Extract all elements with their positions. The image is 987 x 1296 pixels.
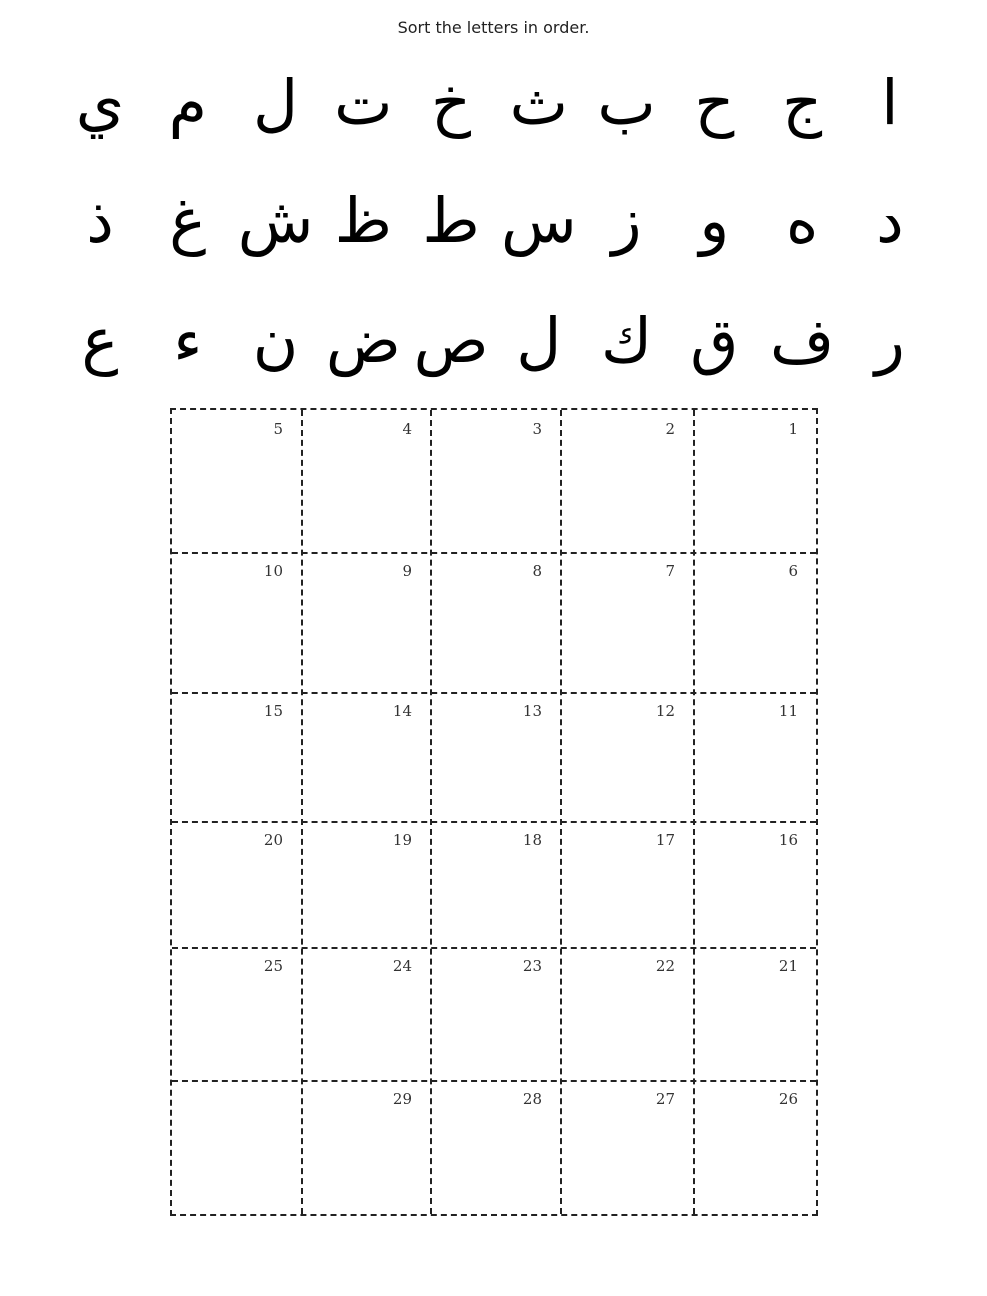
grid-cell[interactable] <box>693 552 816 692</box>
cell-number: 25 <box>263 957 283 975</box>
cell-number: 5 <box>273 420 283 438</box>
cell-number: 10 <box>263 562 283 580</box>
grid-cell[interactable] <box>301 692 430 821</box>
grid-cell[interactable] <box>301 947 430 1080</box>
letter-card[interactable]: ص <box>413 304 489 377</box>
grid-cell[interactable] <box>560 692 693 821</box>
grid-cell[interactable] <box>560 947 693 1080</box>
letter-card[interactable]: ذ <box>86 184 114 257</box>
letter-card[interactable]: ز <box>611 184 642 257</box>
letter-card[interactable]: ث <box>509 66 569 139</box>
instruction-text: Sort the letters in order. <box>397 18 590 37</box>
grid-cell[interactable] <box>430 410 560 552</box>
cell-number: 9 <box>402 562 412 580</box>
letter-card[interactable]: ض <box>325 304 401 377</box>
grid-cell[interactable] <box>172 410 301 552</box>
grid-cell[interactable] <box>430 1080 560 1214</box>
grid-cell[interactable] <box>430 947 560 1080</box>
cell-number: 6 <box>788 562 798 580</box>
letter-card[interactable]: ب <box>597 66 656 139</box>
cell-number: 28 <box>522 1090 542 1108</box>
grid-cell[interactable] <box>172 552 301 692</box>
letter-card[interactable]: ع <box>81 304 119 377</box>
grid-cell[interactable] <box>693 410 816 552</box>
cell-number: 7 <box>665 562 675 580</box>
cell-number: 14 <box>392 702 412 720</box>
letter-card[interactable]: ه <box>785 184 819 257</box>
cell-number: 24 <box>392 957 412 975</box>
cell-number: 15 <box>263 702 283 720</box>
cell-number: 4 <box>402 420 412 438</box>
grid-cell[interactable] <box>430 692 560 821</box>
grid-cell[interactable] <box>172 821 301 947</box>
cell-number: 12 <box>655 702 675 720</box>
cell-number: 18 <box>522 831 542 849</box>
grid-cell[interactable] <box>560 1080 693 1214</box>
letter-card[interactable]: ل <box>516 304 562 377</box>
cell-number: 26 <box>778 1090 798 1108</box>
grid-cell[interactable] <box>301 410 430 552</box>
letter-card[interactable]: د <box>876 184 904 257</box>
cell-number: 17 <box>655 831 675 849</box>
letter-card[interactable]: س <box>500 184 577 257</box>
letter-card[interactable]: ح <box>694 66 735 139</box>
letter-card[interactable]: ء <box>173 304 203 377</box>
letter-card[interactable]: ط <box>422 184 480 257</box>
letter-card[interactable]: غ <box>169 184 207 257</box>
cell-number: 1 <box>788 420 798 438</box>
letter-card[interactable]: و <box>699 184 730 257</box>
cell-number: 27 <box>655 1090 675 1108</box>
grid-cell[interactable] <box>693 947 816 1080</box>
grid-cell[interactable] <box>301 552 430 692</box>
grid-cell[interactable] <box>172 692 301 821</box>
grid-cell[interactable] <box>560 552 693 692</box>
cell-number: 23 <box>522 957 542 975</box>
grid-cell[interactable] <box>693 821 816 947</box>
letter-card[interactable]: ر <box>874 304 905 377</box>
grid-cell[interactable] <box>172 947 301 1080</box>
cell-number: 3 <box>532 420 542 438</box>
grid-cell[interactable] <box>430 821 560 947</box>
letter-card[interactable]: ك <box>601 304 653 377</box>
grid-cell[interactable] <box>301 821 430 947</box>
letter-card[interactable]: خ <box>431 66 472 139</box>
grid-cell[interactable] <box>430 552 560 692</box>
cell-number: 2 <box>665 420 675 438</box>
cell-number: 29 <box>392 1090 412 1108</box>
cell-number: 21 <box>778 957 798 975</box>
letter-card[interactable]: ا <box>881 66 899 139</box>
letter-card[interactable]: ل <box>253 66 299 139</box>
letter-card[interactable]: ش <box>237 184 314 257</box>
cell-number: 13 <box>522 702 542 720</box>
grid-cell[interactable] <box>560 410 693 552</box>
letter-card[interactable]: ي <box>75 66 125 139</box>
grid-cell[interactable] <box>172 1080 301 1214</box>
grid-cell[interactable] <box>301 1080 430 1214</box>
cell-number: 19 <box>392 831 412 849</box>
letter-row-3 <box>60 304 930 377</box>
letter-row-2 <box>60 184 930 257</box>
cell-number: 11 <box>778 702 798 720</box>
letter-card[interactable]: ت <box>334 66 393 139</box>
grid-cell[interactable] <box>560 821 693 947</box>
letter-row-1 <box>60 66 930 139</box>
cell-number: 8 <box>532 562 542 580</box>
cell-number: 16 <box>778 831 798 849</box>
letter-card[interactable]: ج <box>782 66 823 139</box>
letter-card[interactable]: م <box>168 66 207 139</box>
cell-number: 22 <box>655 957 675 975</box>
grid-cell[interactable] <box>693 1080 816 1214</box>
answer-grid <box>170 408 818 1216</box>
letter-card[interactable]: ف <box>769 304 835 377</box>
grid-cell[interactable] <box>693 692 816 821</box>
letter-card[interactable]: ظ <box>334 184 392 257</box>
letter-card[interactable]: ق <box>690 304 739 377</box>
letter-card[interactable]: ن <box>252 304 299 377</box>
cell-number: 20 <box>263 831 283 849</box>
